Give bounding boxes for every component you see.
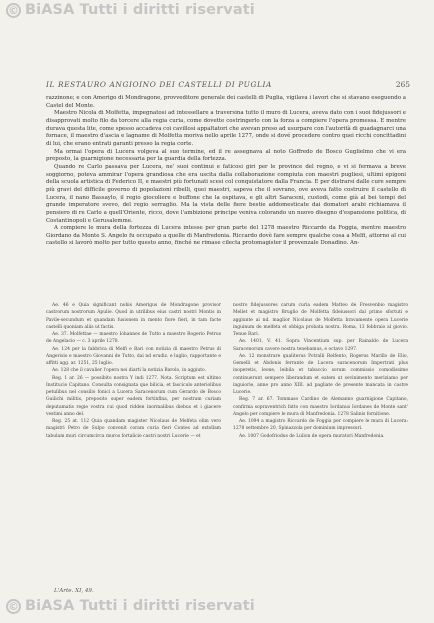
copyright-icon: ©	[8, 3, 20, 17]
footnote: Reg. 25 at. 112 Quia quandam magister Nicolaus de Melfeta olim vero magistri Petro de Sulpo convenit coram curia fieri Contes ad extollam tabulam muri circumcirca muros fortalicie castri nostri Lucerie — et	[46, 419, 221, 439]
footnote: Ae. 12 monstrare qualiterus Potralli Relfento, Rogerus Marillo de Elio, Gemelli et Abdonis ferrante de Lucera saracenorum Impertrati plus inoperetis, leone, leibila et tabaccio sorum commissio comodissime continuerunt sempere liberandum et eatem ut sevinimento meriziamo per inguiorie, anne pro anno XIII. ad pagliate de presente mancata in castre Lucerie.	[233, 353, 408, 395]
copyright-icon: ©	[8, 599, 20, 613]
footnote: Ae. 124 per la fabbrica di Melfi e Bari con notizia di maestro Petrus di Angerisio e maestro Giovanni de Tutto, dai nd erudiz. e luglio, rapportante e affitti agg. ar. 1251, 25 luglio.	[46, 346, 221, 366]
footnote: Ae. 1401, V. 41. Sopra Vincentium sup. per Rainaldo de Lucera Saracenorum cavere nostra tenebamus, e octavo 1297.	[233, 339, 408, 352]
paragraph: razzinone; e con Amerigo di Mondragone, provveditore generale dei castelli di Puglia, vigilava i lavori che si stavano eseguendo a Castel del Monte.	[46, 95, 406, 109]
watermark-bottom	[6, 598, 255, 614]
main-text	[46, 95, 406, 248]
footnote: Ae. 128 che il cavalier l'opera nei diarti la notizia Barolo, in aggiuto.	[52, 368, 207, 374]
footnote: Reg. 1 ar. 26 — possibito nostra Y indi 1277. Nota. Scriptum est ultimo Institucio Capitano. Consulta consignata que bilicia, et fasciculo anteriolibus petulibus nel consilio fonici a Lucera Saracenorum cum Gerardo de Bosco Guilichi militis, preposito super eadem fortinfina, per nostram curiam deputamatis regie vostra cui quod ridden inormalibus diebus et i giacere vestimi anno del.	[46, 375, 221, 417]
footnotes-left-column	[46, 302, 221, 440]
footnote: Ae. 37. Molfettae — maestro Iohannes de Tutto a maestro Rogerio Petrus de Angelacio — c. 3 aprile 1278.	[46, 332, 221, 345]
page-number: 265	[395, 80, 410, 89]
footnotes	[46, 302, 408, 440]
paragraph: Maestro Nicola di Molfetta, impegnatosi ad intessellare a traversina tutto il muro di Lucera, aveva dato con i suoi fidejussori e disapprovati molto filo da torcere alla regia curia, come dovette costringerlo con la forza a compiere l'opera promessa. E mentre durava questa lite, come spesso accadeva coi cavillosi appaltatori che avevan preso ad usurpare con l'autorità di guadagnarci una fornace, il maestro d'ascia e lagname di Molfetta moriva nello aprile 1277, onde si dové procedere contro quei ricchi concittadini di lui, che erano entrati garanti presso la regia corte.	[46, 110, 406, 147]
watermark-text: BiASA Tutti i diritti riservati	[25, 598, 255, 614]
footnote: Ae. 46 e Quia significant nobis Amerigus de Mondragone provisor castrorum nostrorum Apulie. Quod in utrilibus eius castri nostri Montis in Pavile-secundum et quandam fusionem in mento fiore fieri, in tam facte castelli quoniam aliis ut factis.	[46, 303, 221, 330]
footnote: nostro fidejussores carum curia eadem Matteo de Fresvenbio magistro Mellet et magistro Bruglio de Molfetta fideiussori dal primo sfortuti e aggiunte ai nd. maglior Nicolaus de Molfetta bravamente opera Lucerie inguinum de melfeta et obbiga probata nostra. Roma, 13 febbraio al giovio. Tenue Rari.	[233, 303, 408, 337]
footnote: Ae. 1007 Godofriodus de Lulion de opera muratori Manfredonia.	[239, 433, 385, 439]
paragraph: Ma ormai l'opera di Lucera volgeva al suo termine, ed il re assegnava al noto Goffredo de Bosco Guglielmo che vi era preposto, la guarnigione necessaria per la guardia della fortezza.	[46, 148, 406, 163]
watermark-text: BiASA Tutti i diritti riservati	[25, 2, 255, 18]
footnote: Reg. 7 ar. 67. Tommaso Cardino de Alemanno guarnigione Capitano, confirma sopraventrich fatto con maestro Iordanus Iordanes de Monte sant' Angelo per compiere le mura di Manfredonia. 1278 Salinis fornitione.	[233, 397, 408, 417]
running-header	[46, 80, 410, 89]
footnote: Ae. 1094 a magistro Riccardo de Foggia per compiere le mura di Lucera: 1278 settembre 20, Spinazzola per dominium impressuri.	[233, 419, 408, 432]
footnotes-right-column	[233, 302, 408, 440]
paragraph: Quando re Carlo passava per Lucera, ne' suoi continui e faticosi giri per le province del regno, e vi si fermava a breve soggiorno, poteva ammirar l'opera grandiosa che era uscita dalla collaborazione compiuta con maestri pugliesi, ultimi epigoni della scuola artistica di Federico II, e maestri più fortunati scesi col conquistatore dalla Francia. E per distrarsi dalle cure sempre più gravi del difficile governo di popolazioni ribelli, quei maestri, sapeva che il sovrano, ove aveva fatto costruire il castello di Lucera, il nano Bassaylo, il regio giocoliere e buffone che la ospitava, e gli altri Saraceni, custodi, come già al bei tempi del grande imperatore svevo, del regio serraglio. Ma la vista delle fiere bestie addomesticate dai domatori arabi richiamava il pensiero di re Carlo a quell'Oriente, ricco, dove l'ambizione principe veniva colorando un nuovo disegno d'espansione politica, di Costantinopoli e Gerusalemme.	[46, 163, 406, 224]
paragraph: A compiere le mura della fortezza di Lucera intesse per gran parte del 1278 maestro Riccardo da Foggia, mentre maestro Giordano da Monte S. Angelo fu occupato a quelle di Manfredonia. Riccardo dovè fare sempre qualche cosa a Melfi, attorno al cui castello si lavorò molto per tutto questo anno, finché ne rimase cilecta protomagister il provenzale Donadino. An-	[46, 225, 406, 247]
watermark-top	[6, 2, 255, 18]
signature-mark: L'Arte. XI, 49.	[54, 588, 94, 594]
header-title: IL RESTAURO ANGIOINO DEI CASTELLI DI PUGLIA	[46, 80, 272, 89]
